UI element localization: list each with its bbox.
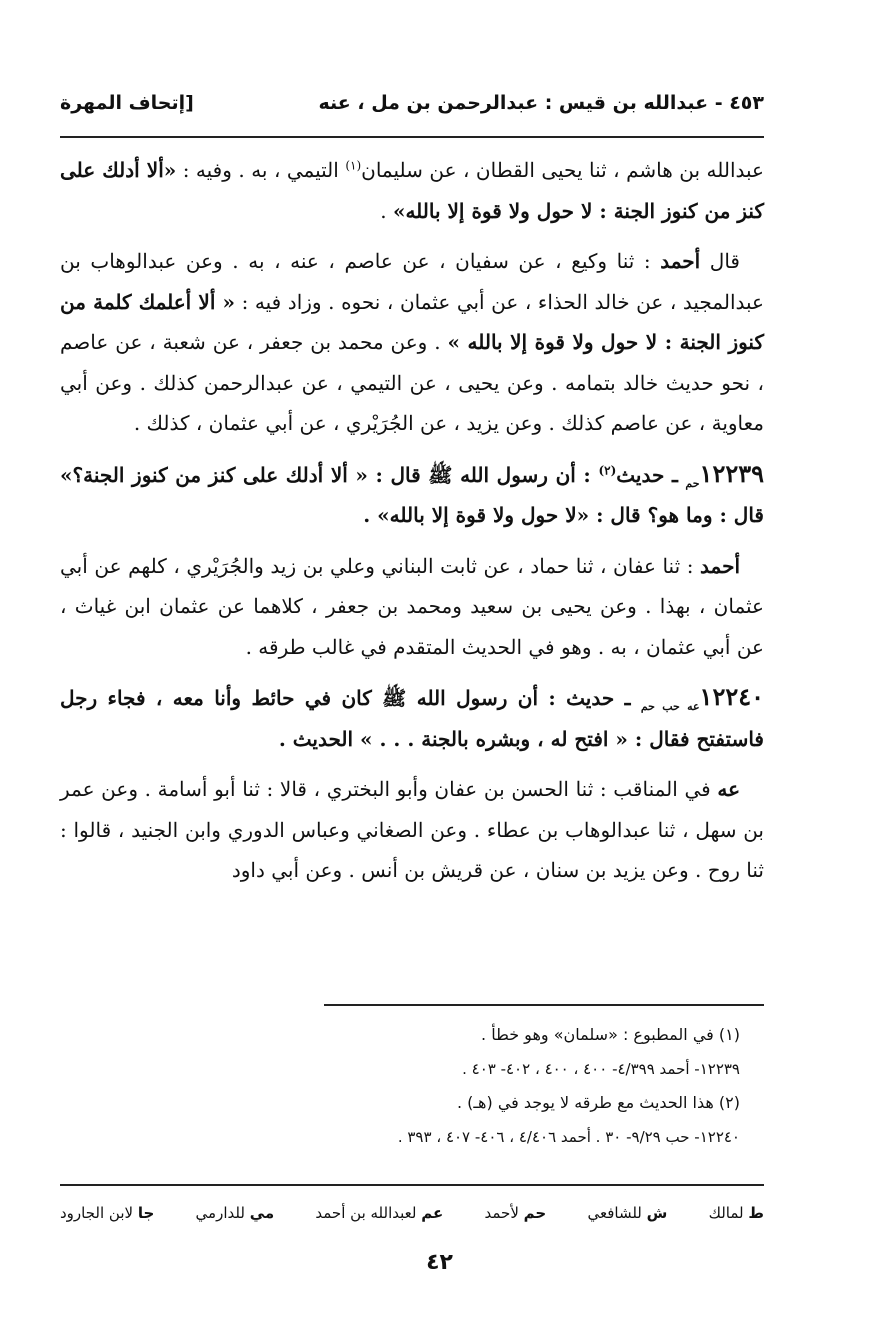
header-rule	[60, 136, 764, 138]
abbrev-item	[60, 1204, 154, 1222]
footnote-2: (٢) هذا الحديث مع طرقه لا يوجد في (هـ) .	[456, 1093, 740, 1112]
footnote-ref-1: (١)	[345, 158, 362, 173]
source-name: أحمد	[700, 553, 740, 578]
abbrev-meaning: للدارمي	[195, 1204, 245, 1222]
main-text	[60, 150, 764, 891]
abbreviations-rule	[60, 1184, 764, 1186]
abbrev-meaning: لمالك	[708, 1204, 744, 1222]
abbrev-code: جا	[137, 1204, 155, 1222]
abbrev-meaning: للشافعي	[587, 1204, 642, 1222]
abbrev-item	[485, 1204, 547, 1222]
header-chapter-title: ٤٥٣ - عبدالله بن قيس : عبدالرحمن بن مل ، عنه	[318, 92, 764, 114]
hadith-number: ١٢٢٣٩	[699, 458, 764, 488]
footnote-1: (١) في المطبوع : «سلمان» وهو خطأ .	[481, 1025, 740, 1044]
header-book-title: [إتحاف المهرة	[60, 92, 194, 114]
source-name: أحمد	[660, 249, 701, 273]
abbrev-item	[587, 1204, 667, 1222]
footnote-ref-2: (٢)	[598, 462, 617, 477]
source-marker: عه حب حم	[640, 700, 700, 713]
paragraph-4	[60, 769, 764, 891]
abbrev-code: عم	[421, 1204, 444, 1222]
abbrev-code: ش	[646, 1204, 668, 1222]
footnotes	[60, 1018, 740, 1154]
running-header	[60, 92, 764, 126]
paragraph-3	[60, 546, 764, 668]
hadith-number: ١٢٢٤٠	[699, 682, 764, 711]
hadith-heading-12239	[60, 454, 764, 536]
page-number: ٤٢	[426, 1250, 453, 1275]
abbrev-item	[196, 1204, 275, 1222]
footnote-source-12240: ١٢٢٤٠- حب ٩/٢٩- ٣٠ . أحمد ٤/٤٠٦ ، ٤٠٦- ٤٠٧ ، ٣٩٣ .	[397, 1128, 740, 1146]
footnote-rule	[324, 1004, 764, 1006]
hadith-quote: « ألا أعلمك كلمة من كنوز الجنة : لا حول ولا قوة إلا بالله »	[60, 289, 764, 354]
abbrev-code: حم	[523, 1204, 547, 1222]
text-run: عبدالله بن هاشم ، ثنا يحيى القطان ، عن سليمان	[361, 158, 764, 182]
abbrev-code: ط	[748, 1204, 764, 1222]
paragraph-2	[60, 241, 764, 444]
paragraph-1	[60, 150, 764, 231]
text-run: : ثنا وكيع ، عن سفيان ، عن عاصم ، عنه ، به . وعن عبدالوهاب بن عبدالمجيد ، عن خالد الحذاء ، عن أبي عثمان ، نحوه . وزاد فيه :	[60, 249, 764, 314]
text-run: ـ حديث	[616, 462, 686, 487]
text-run: في المناقب : ثنا الحسن بن عفان وأبو البختري ، قالا : ثنا أبو أسامة . وعن عمر بن سهل ، ثنا عبدالوهاب بن عطاء . وعن الصغاني وعباس الدوري وابن الجنيد ، قالوا : ثنا روح . وعن يزيد بن سنان ، عن قريش بن أنس . وعن أبي داود	[60, 777, 764, 882]
text-run: قال	[700, 249, 740, 273]
hadith-quote: «ألا أدلك على كنز من كنوز الجنة : لا حول ولا قوة إلا بالله»	[60, 158, 764, 223]
text-run: : ثنا عفان ، ثنا حماد ، عن ثابت البناني وعلي بن زيد والجُرَيْري ، كلهم عن أبي عثمان ، بهذا . وعن يحيى بن سعيد ومحمد بن جعفر ، كلاهما عن عثمان ابن غياث ، عن أبي عثمان ، به . وهو في الحديث المتقدم في غالب طرقه .	[60, 553, 764, 659]
text-run: : أن رسول الله ﷺ قال : « ألا أدلك على كنز من كنوز الجنة؟» قال : وما هو؟ قال : «لا حول ولا قوة إلا بالله» .	[60, 462, 764, 527]
abbrev-code: مي	[249, 1204, 275, 1222]
abbrev-meaning: لابن الجارود	[60, 1204, 134, 1222]
source-marker: حم	[685, 476, 700, 490]
source-name: عه	[717, 777, 740, 801]
text-run: التيمي ، به . وفيه :	[176, 158, 346, 182]
text-run: . وعن محمد بن جعفر ، عن شعبة ، عن عاصم ، نحو حديث خالد بتمامه . وعن يحيى ، عن التيمي ، عن عبدالرحمن كذلك . وعن أبي معاوية ، عن عاصم كذلك . وعن يزيد ، عن الجُرَيْري ، عن أبي عثمان ، كذلك .	[60, 330, 765, 435]
hadith-heading-12240	[60, 677, 764, 759]
abbrev-meaning: لأحمد	[484, 1204, 519, 1222]
abbreviations-key	[60, 1198, 764, 1228]
abbrev-item	[709, 1204, 764, 1222]
text-run: ـ حديث : أن رسول الله ﷺ كان في حائط وأنا معه ، فجاء رجل فاستفتح فقال : « افتح له ، وبشره بالجنة . . . » الحديث .	[60, 686, 764, 751]
abbrev-item	[315, 1204, 443, 1222]
footnote-source-12239: ١٢٢٣٩- أحمد ٤/٣٩٩- ٤٠٠ ، ٤٠٠ ، ٤٠٢- ٤٠٣ .	[462, 1060, 740, 1078]
abbrev-meaning: لعبدالله بن أحمد	[315, 1204, 417, 1222]
text-run: .	[380, 198, 393, 223]
